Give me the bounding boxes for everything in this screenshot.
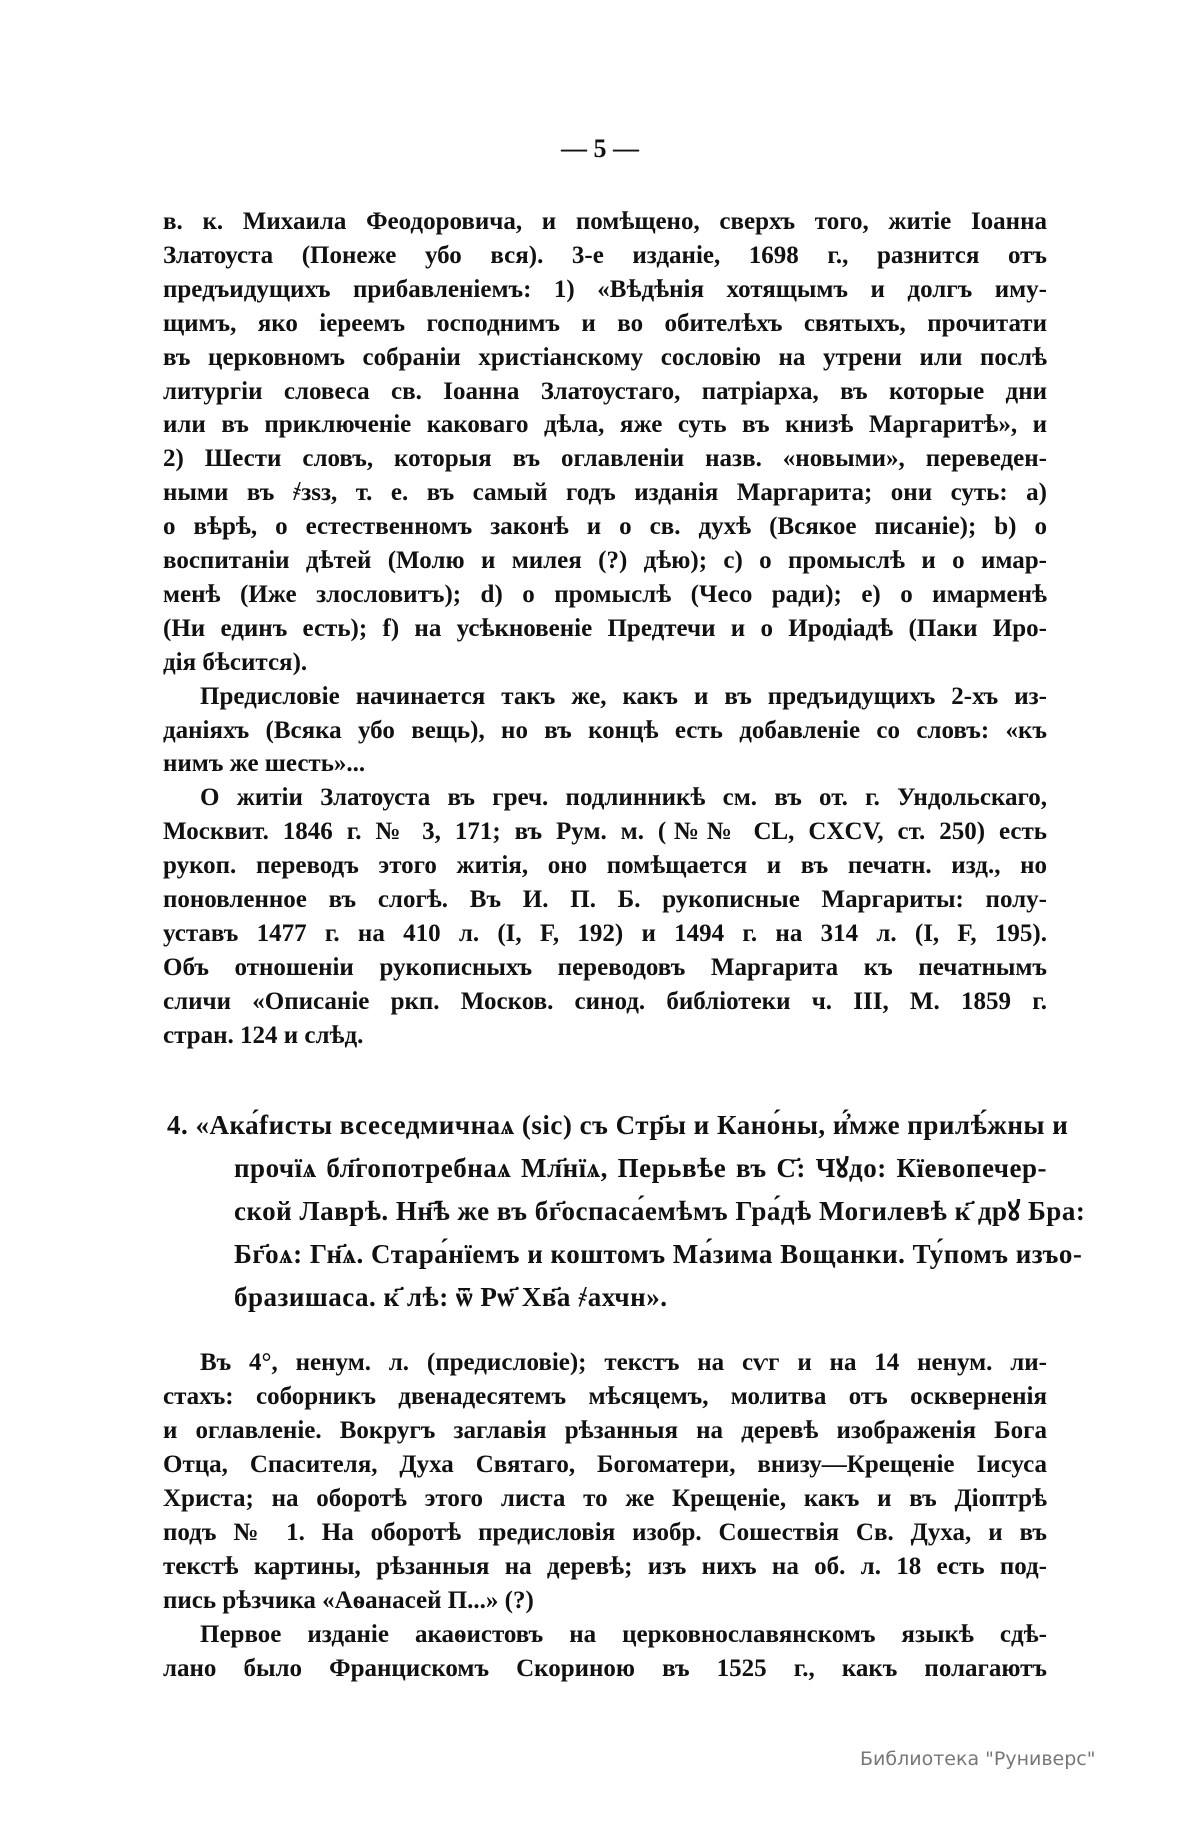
page-number: — 5 — (561, 134, 639, 163)
paragraph-1-line: или въ приключеніе каковаго дѣла, яже суть въ книзѣ Маргаритѣ», и (163, 411, 1047, 438)
paragraph-1-line: въ церковномъ собраніи христіанскому сословію на утрени или послѣ (163, 344, 1047, 371)
paragraph-2-line: даніяхъ (Всяка убо вещь), но въ концѣ есть добавленіе со словъ: «къ (163, 717, 1047, 744)
paragraph-5-line: лано было Францискомъ Скориною въ 1525 г., какъ полагаютъ (163, 1655, 1047, 1682)
paragraph-1-line: ными въ ҂зѕз, т. е. въ самый годъ изданія Маргарита; они суть: а) (163, 479, 1047, 506)
library-watermark: Библиотека "Руниверс" (860, 1748, 1096, 1770)
paragraph-1-line: литургіи словеса св. Іоанна Златоустаго, патріарха, въ которые дни (163, 378, 1047, 405)
paragraph-1-line: (Ни единъ есть); f) на усѣкновеніе Предтечи и о Иродіадѣ (Паки Иро- (163, 615, 1047, 642)
paragraph-3-line: уставъ 1477 г. на 410 л. (I, F, 192) и 1494 г. на 314 л. (I, F, 195). (163, 920, 1047, 947)
paragraph-2-line: Предисловіе начинается такъ же, какъ и въ предъидущихъ 2-хъ из- (200, 683, 1047, 710)
paragraph-1-line: дія бѣсится). (163, 649, 308, 676)
paragraph-4-line: Христа; на оборотѣ этого листа то же Крещеніе, какъ и въ Діоптрѣ (163, 1485, 1047, 1512)
paragraph-4-line: стахъ: соборникъ двенадесятемъ мѣсяцемъ, молитва отъ оскверненія (163, 1383, 1047, 1410)
entry-4-title-line: бразишаса. к҃ лѣ: ѿ Рѡ҃ Хв҃а ҂ахчн». (234, 1282, 668, 1312)
entry-4-title-line: Бг҃оѧ: Гн҃ѧ. Стара́нїемъ и коштомъ Ма́зима Вощанки. Ту́помъ изъо- (234, 1239, 1083, 1269)
paragraph-1-line: 2) Шести словъ, которыя въ оглавленіи назв. «новыми», переведен- (163, 445, 1047, 472)
paragraph-1-line: Златоуста (Понеже убо вся). 3-е изданіе, 1698 г., разнится отъ (163, 242, 1047, 269)
entry-4-title-line: ской Лаврѣ. Нн҃ѣ же въ бг҃оспаса́емѣмъ Гра́дѣ Могилевѣ к҃ дрꙋ Бра: (234, 1196, 1086, 1226)
paragraph-1-line: в. к. Михаила Феодоровича, и помѣщено, сверхъ того, житіе Іоанна (163, 208, 1047, 235)
paragraph-4-line: подъ № 1. На оборотѣ предисловія изобр. Сошествія Св. Духа, и въ (163, 1519, 1047, 1546)
paragraph-3-line: Москвит. 1846 г. № 3, 171; въ Рум. м. (№№ CL, CXCV, ст. 250) есть (163, 818, 1047, 845)
paragraph-3-line: Объ отношеніи рукописныхъ переводовъ Маргарита къ печатнымъ (163, 954, 1047, 981)
paragraph-1-line: о вѣрѣ, о естественномъ законѣ и о св. духѣ (Всякое писаніе); b) о (163, 513, 1047, 540)
paragraph-2-line: нимъ же шесть»... (163, 750, 366, 777)
entry-4-title-line: прочїѧ бл҃гопотребнаѧ Мл҃нїѧ, Перьвѣе въ С҃: Чꙋдо: Кїевопечер- (234, 1153, 1047, 1183)
paragraph-3-line: О житіи Златоуста въ греч. подлинникѣ см. въ от. г. Ундольскаго, (200, 784, 1047, 811)
paragraph-1-line: менѣ (Иже злословитъ); d) о промыслѣ (Чесо ради); е) о имарменѣ (163, 581, 1047, 608)
paragraph-3-line: стран. 124 и слѣд. (163, 1022, 364, 1049)
paragraph-4-line: пись рѣзчика «Аѳанасей П...» (?) (163, 1587, 534, 1614)
paragraph-1-line: воспитаніи дѣтей (Молю и милея (?) дѣю); с) о промыслѣ и о имар- (163, 547, 1047, 574)
entry-4-title-line: 4. «Ака́fисты всеседмичнаѧ (sic) съ Стр҃ы и Кано́ны, и҆́мже прилѣ́жны и (167, 1110, 1069, 1140)
paragraph-4-line: Въ 4°, ненум. л. (предисловіе); текстъ на сѵг и на 14 ненум. ли- (200, 1349, 1047, 1376)
paragraph-4-line: и оглавленіе. Вокругъ заглавія рѣзанныя на деревѣ изображенія Бога (163, 1417, 1047, 1444)
paragraph-1-line: щимъ, яко іереемъ господнимъ и во обителѣхъ святыхъ, прочитати (163, 310, 1047, 337)
paragraph-5-line: Первое изданіе акаѳистовъ на церковнославянскомъ языкѣ сдѣ- (200, 1621, 1047, 1648)
paragraph-3-line: рукоп. переводъ этого житія, оно помѣщается и въ печатн. изд., но (163, 852, 1047, 879)
paragraph-1-line: предъидущихъ прибавленіемъ: 1) «Вѣдѣнія хотящымъ и долгъ иму- (163, 276, 1047, 303)
paragraph-3-line: поновленное въ слогѣ. Въ И. П. Б. рукописные Маргариты: полу- (163, 886, 1047, 913)
paragraph-4-line: Отца, Спасителя, Духа Святаго, Богоматери, внизу—Крещеніе Іисуса (163, 1451, 1047, 1478)
paragraph-3-line: сличи «Описаніе ркп. Москов. синод. библіотеки ч. III, М. 1859 г. (163, 988, 1047, 1015)
paragraph-4-line: текстѣ картины, рѣзанныя на деревѣ; изъ нихъ на об. л. 18 есть под- (163, 1553, 1047, 1580)
